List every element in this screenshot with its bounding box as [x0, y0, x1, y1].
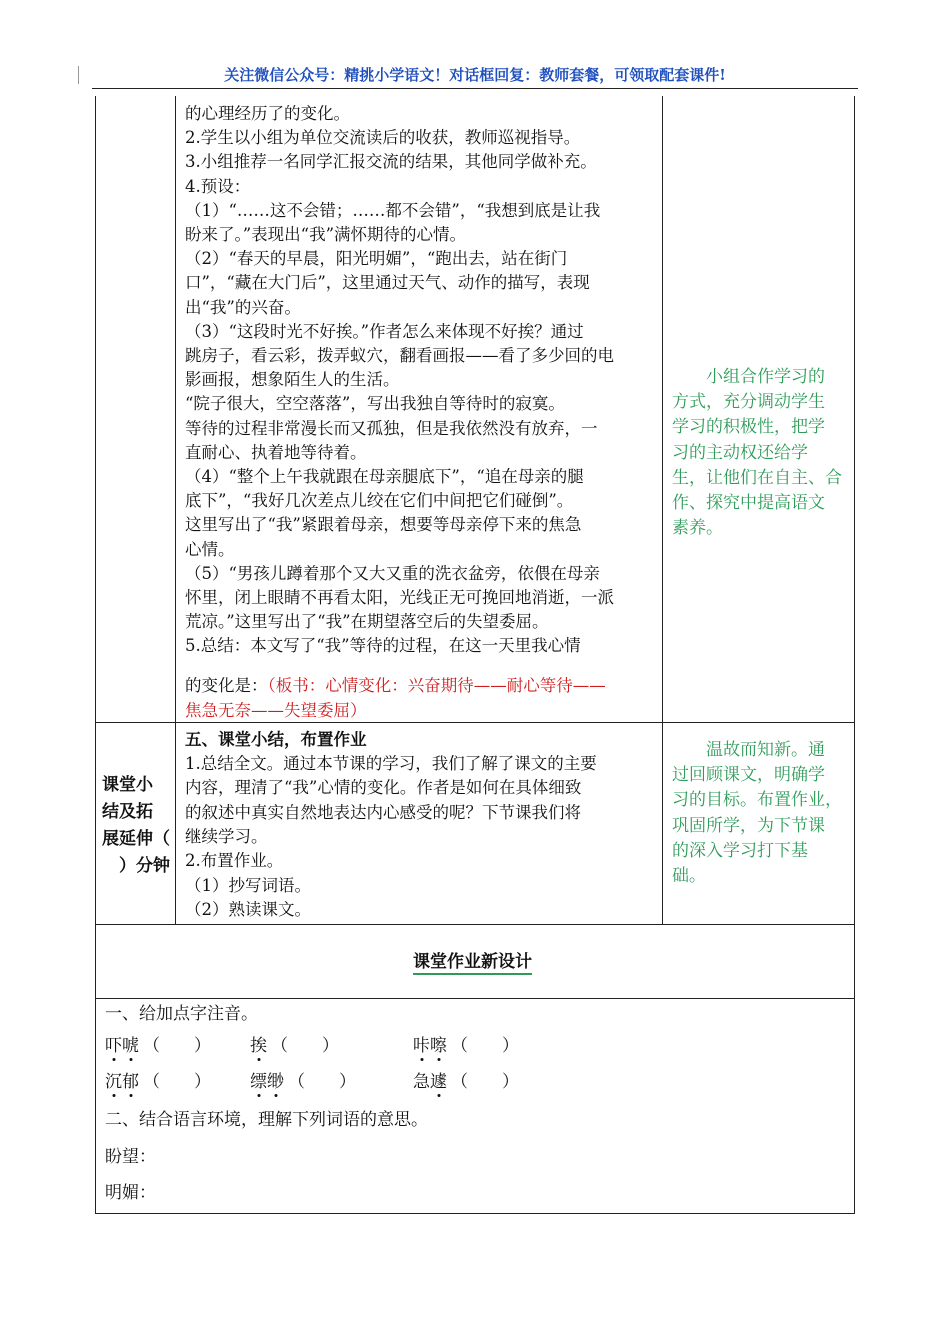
process-line: 跳房子，看云彩，拨弄蚁穴，翻看画报——看了多少回的电: [185, 346, 614, 365]
process-line: 4.预设：: [185, 176, 251, 196]
section5-line: （1）抄写词语。: [185, 875, 311, 895]
pinyin-word-prefix: 急: [413, 1072, 430, 1092]
dotted-char: 挨: [250, 1036, 267, 1056]
section5-line: 内容，理清了“我”心情的变化。作者是如何在具体细致: [185, 778, 582, 798]
header-tick: [78, 66, 79, 84]
process-line: （5）“男孩儿蹲着那个又大又重的洗衣盆旁，依偎在母亲: [185, 563, 600, 583]
note-line: 习的主动权还给学: [672, 442, 808, 463]
note-line: 生，让他们在自主、合: [672, 467, 842, 488]
page-header: 关注微信公众号：精挑小学语文！对话框回复：教师套餐，可领取配套课件!: [92, 62, 858, 89]
note-line: 方式，充分调动学生: [672, 392, 825, 413]
dotted-char: 郁: [122, 1072, 139, 1092]
process-line: 等待的过程非常漫长而又孤独，但是我依然没有放弃，一: [185, 418, 598, 438]
section5-line: 1.总结全文。通过本节课的学习，我们了解了课文的主要: [185, 754, 597, 773]
process-line: （1）“……这不会错；……都不会错”，“我想到底是让我: [185, 200, 601, 220]
pinyin-item: [413, 1034, 519, 1058]
section5-title: 五、课堂小结，布置作业: [185, 730, 367, 749]
summary-prefix: 的变化是：: [185, 676, 268, 695]
dotted-char: 嚓: [430, 1036, 447, 1056]
answer-blank[interactable]: （ ）: [143, 1036, 211, 1056]
summary-line: [185, 674, 606, 699]
section5-line: 继续学习。: [185, 826, 268, 846]
process-line: 5.总结：本文写了“我”等待的过程，在这一天里我心情: [185, 636, 581, 656]
process-line: 盼来了。”表现出“我”满怀期待的心情。: [185, 225, 467, 244]
answer-blank[interactable]: （ ）: [451, 1036, 519, 1056]
process-line: 直耐心、执着地等待着。: [185, 442, 367, 462]
pinyin-item: [413, 1070, 519, 1094]
section5-line: 的叙述中真实自然地表达内心感受的呢？下节课我们将: [185, 802, 581, 822]
process-line: （4）“整个上午我就跟在母亲腿底下”，“追在母亲的腿: [185, 467, 584, 486]
homework-title: 课堂作业新设计: [413, 951, 532, 975]
process-line: 这里写出了“我”紧跟着母亲，想要等母亲停下来的焦急: [185, 515, 582, 535]
answer-blank[interactable]: （ ）: [451, 1072, 519, 1092]
process-line: “院子很大，空空落落”，写出我独自等待时的寂寞。: [185, 394, 565, 414]
stage-label-line: ）分钟: [102, 856, 170, 876]
process-line: 底下”，“我好几次差点儿绞在它们中间把它们碰倒”。: [185, 491, 574, 511]
word-mingmei: 明媚：: [105, 1183, 156, 1203]
process-line: 口”，“藏在大门后”，这里通过天气、动作的描写，表现: [185, 273, 590, 293]
answer-blank[interactable]: （ ）: [288, 1072, 356, 1092]
dotted-char: 唬: [122, 1036, 139, 1056]
dotted-char: 缥: [250, 1072, 267, 1092]
process-line: 怀里，闭上眼睛不再看太阳，光线正无可挽回地消逝，一派: [185, 588, 614, 607]
note-line: 过回顾课文，明确学: [672, 765, 825, 786]
question-1: 一、给加点字注音。: [105, 1004, 258, 1024]
note-line: 小组合作学习的: [672, 367, 825, 387]
word-panwang: 盼望：: [105, 1147, 156, 1167]
stage-label-line: 课堂小: [102, 775, 153, 795]
note-line: 础。: [672, 866, 706, 886]
board-note-1: （板书：心情变化：兴奋期待——耐心等待——: [267, 676, 606, 695]
note-line: 素养。: [672, 518, 723, 539]
process-line: 影画报，想象陌生人的生活。: [185, 370, 400, 390]
section5-line: 2.布置作业。: [185, 851, 284, 871]
dotted-char: 遽: [430, 1072, 447, 1092]
process-line: 出“我”的兴奋。: [185, 297, 301, 317]
stage-label-line: 展延伸（: [102, 829, 170, 849]
dotted-char: 缈: [267, 1072, 284, 1092]
note-line: 温故而知新。通: [672, 740, 825, 760]
process-line: 的心理经历了的变化。: [185, 104, 350, 123]
pinyin-item: [105, 1070, 211, 1094]
note-line: 巩固所学，为下节课: [672, 815, 825, 836]
section5-line: （2）熟读课文。: [185, 899, 311, 919]
pinyin-item: [105, 1034, 211, 1058]
process-line: 3.小组推荐一名同学汇报交流的结果，其他同学做补充。: [185, 152, 597, 172]
pinyin-item: [250, 1070, 356, 1094]
process-line: 荒凉。”这里写出了“我”在期望落空后的失望委屈。: [185, 612, 549, 632]
answer-blank[interactable]: （ ）: [271, 1036, 339, 1056]
note-line: 学习的积极性，把学: [672, 417, 825, 438]
process-line: 2.学生以小组为单位交流读后的收获，教师巡视指导。: [185, 128, 581, 148]
answer-blank[interactable]: （ ）: [143, 1072, 211, 1092]
board-note-2: 焦急无奈——失望委屈）: [185, 701, 367, 720]
dotted-char: 咔: [413, 1036, 430, 1056]
note-line: 的深入学习打下基: [672, 840, 808, 861]
dotted-char: 沉: [105, 1072, 122, 1092]
process-line: （3）“这段时光不好挨。”作者怎么来体现不好挨？通过: [185, 321, 584, 341]
process-line: （2）“春天的早晨，阳光明媚”，“跑出去，站在街门: [185, 249, 568, 269]
dotted-char: 吓: [105, 1036, 122, 1056]
process-line: 心情。: [185, 539, 235, 559]
question-2: 二、结合语言环境，理解下列词语的意思。: [105, 1110, 428, 1130]
note-line: 作、探究中提高语文: [672, 493, 825, 513]
pinyin-item: [250, 1034, 339, 1058]
stage-label-line: 结及拓: [102, 802, 153, 822]
note-line: 习的目标。布置作业，: [672, 790, 842, 811]
